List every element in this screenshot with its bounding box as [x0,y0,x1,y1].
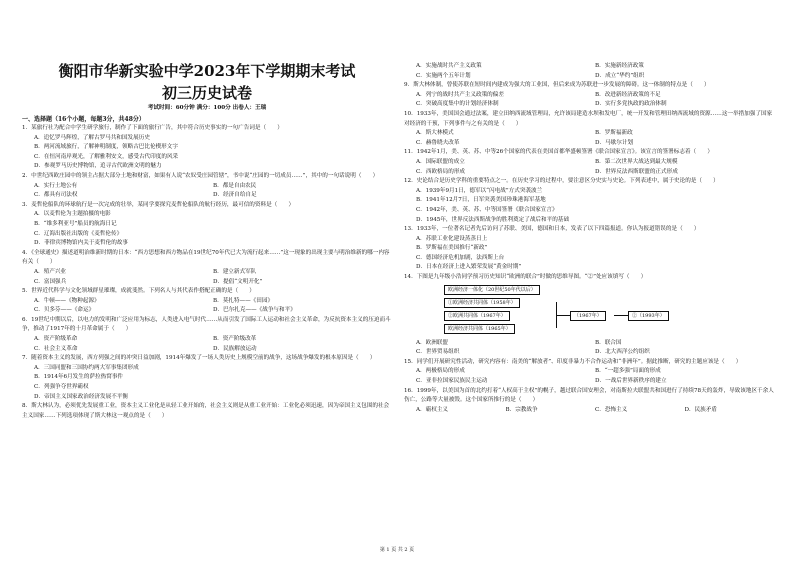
answer-option: D．实行多党执政的政治体制 [595,101,667,108]
page-footer: 第 1 页 共 2 页 [379,547,415,553]
answer-option: C．富国强兵 [34,278,67,285]
question [404,148,774,177]
question-stem: 8．斯大林认为，必须优先发展重工业，资本主义工业化是从轻工业开始的，社会主义则是从重工业开始：工业化必须迅速，因为帝国主义包围的社会主义国家……下列选项体现了斯大林这一观点的是（ ） [22,403,390,419]
answer-option: C．亚非拉国家民族民主运动 [416,378,488,385]
answer-option: C．世界贸易组织 [416,349,460,356]
question-stem: 9．斯大林体制，曾使苏联在短时间内建成为强大的工业国，但后来成为苏联进一步发展的障碍。这一体制的特点是（ ） [404,82,710,89]
question-stem: 15．同学们开展研究性活动，研究内容有：南美的“解放者”、印度非暴力不合作运动和“非洲年”。据此推断，研究的主题应该是（ ） [404,358,742,365]
question [22,124,392,172]
answer-option: A．三国同盟和三国协约两大军事集团形成 [34,364,139,371]
question-stem: 10．1933年，美国国会通过法案，建立田纳西流域管理局，允许该局建造水坝和发电厂，统一开发和管理田纳西流域的资源……这一举措加强了国家对经济的干预，下列事件与之有关的是（ ） [404,110,773,127]
section-heading: 一、选择题（16个小题，每题3分，共48分） [22,116,145,123]
answer-option: B．改进新经济政策的不足 [595,91,661,98]
question [22,287,392,316]
exam-subtitle: 初三历史试卷 [161,84,252,102]
exam-meta: 考试时间：60分钟 满分：100分 出卷人：王瑞 [147,105,267,111]
mindmap-root: 欧洲经济一体化（20世纪50年代以后） [444,285,540,295]
answer-option: A．斯大林模式 [416,130,454,137]
answer-option: C．在恒河南岸观光，了解雅利安文，感受古代印度的风采 [34,153,179,160]
answer-option: B．“维多利亚号”船员的航海日记 [34,220,117,227]
answer-option: D．经济自给自足 [213,192,257,199]
question [22,402,392,421]
connector-line [614,315,628,316]
question [22,249,392,287]
mindmap-node: （1967年） [570,311,606,321]
answer-option: A．霸权主义 [416,406,449,413]
question-stem: 14．下图是九年级小浩同学预习历史知识“欧洲的联合”时做的思维导图。“②”处应该填写（ ） [404,274,647,281]
question-stem: 6．19世纪中期以后，以电力的发明和广泛应用为标志，人类进入电气时代……从而引发了国际工人运动和社会主义革命，为反抗资本主义的压迫而斗争，推动了1917年的十月革命属于（ ） [22,316,391,333]
answer-option: D．世界反法西斯联盟的正式形成 [595,168,678,175]
question [404,177,774,225]
mindmap-branch: ①欧洲经济共同体（1958年） [444,298,520,308]
answer-option: A．两极格局的形成 [416,368,465,375]
answer-option: D．日本在经济上进入繁荣发展“黄金时期” [416,264,522,271]
answer-option: B．1941年12月7日，日军突袭美国珍珠港海军基地 [416,197,546,204]
connector-line [556,315,570,316]
answer-option: A．欧洲联盟 [416,339,449,346]
answer-option: D．一战后世界新秩序的建立 [595,378,667,385]
question [404,62,774,81]
question [22,316,392,354]
question [404,110,774,148]
mindmap-branch: ②欧洲共同体（1967年） [444,311,510,321]
question-stem: 4．《全球通史》描述道明治维新时期的日本：“西方思想和西方物品在19世纪70年代已大为流行起来……”这一现象的出现主要与明治维新的哪一内容有关（ ） [22,249,390,266]
answer-option: B．建立新式军队 [213,268,257,275]
answer-option: A．实施战时共产主义政策 [416,63,482,69]
answer-option: A．追忆罗马辉煌，了解古罗马共和国发展历史 [34,134,150,141]
answer-option: C．都具有司法权 [34,192,78,199]
question [404,358,774,387]
answer-option: A．列宁的战时共产主义政策的偏差 [416,91,504,98]
question-stem: 11．1942年1月，美、英、苏、中等26个国家的代表在美国首都华盛顿签署《联合国家宣言》。该宣言的签署标志着（ ） [404,149,713,156]
answer-option: A．殖产兴业 [34,268,67,275]
answer-option: B．实施新经济政策 [595,63,644,69]
answer-option: D．参观罗马历史博物馆，追寻古代欧洲文明的魅力 [34,163,162,170]
mindmap-diagram [444,285,704,337]
answer-option: B．资产阶级改革 [213,336,257,343]
question-stem: 13．1933年，一位著名记者先后访问了苏联、美国，德国和日本，发表了以下四篇报道。你认为报道错误的是（ ） [404,226,700,233]
question-stem: 12．史论结合是历史学科的重要特点之一。在历史学习的过程中，要注意区分史实与史论。下列表述中，属于史论的是（ ） [404,178,719,185]
question-stem: 1．某旅行社为配合中学生研学旅行，制作了下面的旅行广告，其中符合历史事实的一句广告词是（ ） [22,125,283,131]
question [404,339,774,358]
left-column [22,124,392,421]
answer-option: D．北大西洋公约组织 [595,349,650,356]
answer-option: B．罗斯福新政 [595,130,633,137]
question [22,172,392,201]
answer-option: C．辽海出版社出版的《麦哲伦传》 [34,230,123,237]
question-stem: 3．麦哲伦船队的环球航行是一次完成的壮举，某同学要探究麦哲伦船队的航行经历，最可信的资料是（ ） [22,201,295,208]
question [404,225,774,273]
answer-option: B．“一超多强”局面的形成 [595,368,661,375]
answer-option: B．联合国 [595,339,622,346]
question-stem: 16．1999年，以美国为首的北约打着“人权高于主权”的幌子，越过联合国安理会，对南斯拉夫联盟共和国进行了持续78天的轰炸，导致该地区千余人伤亡，公路等大量被毁。这个国家所推行的是（ ） [404,387,774,404]
answer-option: B．都是自由农民 [213,182,257,189]
answer-option: C．1942年，美、英、苏、中等国签署《联合国家宣言》 [416,206,558,213]
answer-option: D．马歇尔计划 [595,139,634,146]
answer-option: B．宗教战争 [505,406,538,413]
answer-option: A．1939年9月1日，德军以“闪电战”方式突袭波兰 [416,187,543,194]
answer-option: D．提倡“文明开化” [213,278,263,285]
question [22,354,392,402]
answer-option: C．贝多芬——《命运》 [34,307,95,314]
answer-option: A．牛顿——《物种起源》 [34,297,100,304]
answer-option: D．菲律宾博物馆内关于麦哲伦的故事 [34,240,128,247]
answer-option: B．两河流域旅行，了解神明制度，领略古巴比伦楔形文字 [34,144,178,151]
question [22,201,392,249]
answer-option: C．赫鲁晓夫改革 [416,139,460,146]
answer-option: C．列强争夺世界霸权 [34,384,89,391]
answer-option: D．帝国主义国家政治经济发展不平衡 [34,393,128,400]
answer-option: B．第二次世界大战达到最大规模 [595,158,678,165]
answer-option: C．德国经济危机加剧，法西斯上台 [416,254,505,261]
answer-option: A．实行土地公有 [34,182,78,189]
answer-option: C．西欧格局的形成 [416,168,466,175]
question-stem: 5．世界近代科学与文化领域群星璀璨，成就斐然。下列名人与其代表作搭配正确的是（ ） [22,288,255,295]
answer-option: B．1914年6月发生的萨拉热窝事件 [34,374,124,381]
answer-option: D．民族矛盾 [684,406,717,413]
question [404,81,774,110]
answer-option: A．资产阶级革命 [34,336,78,343]
answer-option: C．恐怖主义 [595,406,628,413]
answer-option: A．苏联工业化建设蒸蒸日上 [416,235,488,242]
answer-option: A．以麦哲伦为主题拍摄的电影 [34,211,111,218]
mindmap-node: ②（1993年） [628,311,669,321]
answer-option: D．成立“华约”组织 [595,72,645,79]
question-stem: 7．随着资本主义的发展，西方列强之间的冲突日益加剧，1914年爆发了一场人类历史上规模空前的战争，这场战争爆发的根本原因是（ ） [22,355,376,362]
answer-option: C．实施两个五年计划 [416,72,471,79]
right-column [404,62,774,415]
answer-option: D．巴尔扎克——《战争与和平》 [213,307,296,314]
answer-option: C．突破高度集中的计划经济体制 [416,101,499,108]
question [404,273,774,337]
answer-option: D．民族解放运动 [213,345,257,352]
answer-option: C．社会主义革命 [34,345,78,352]
question-stem: 2．中世纪西欧庄园中的领主占据大部分土地和财富，如果有人说“农奴受庄园管辖”，书中说“庄园的一切成员……”，其中的一句话说明（ ） [22,172,379,179]
question [404,387,774,416]
exam-title: 衡阳市华新实验中学2023年下学期期末考试 [58,62,356,80]
answer-option: B．罗斯福在美国推行“新政” [416,245,488,252]
answer-option: A．国际联盟的成立 [416,158,465,165]
answer-option: D．1945年，世界反法西斯战争的胜利奠定了战后和平的基础 [416,216,569,223]
answer-option: B．莫扎特——《田园》 [213,297,274,304]
mindmap-branch: 欧洲经济共同体（1965年） [444,324,515,334]
